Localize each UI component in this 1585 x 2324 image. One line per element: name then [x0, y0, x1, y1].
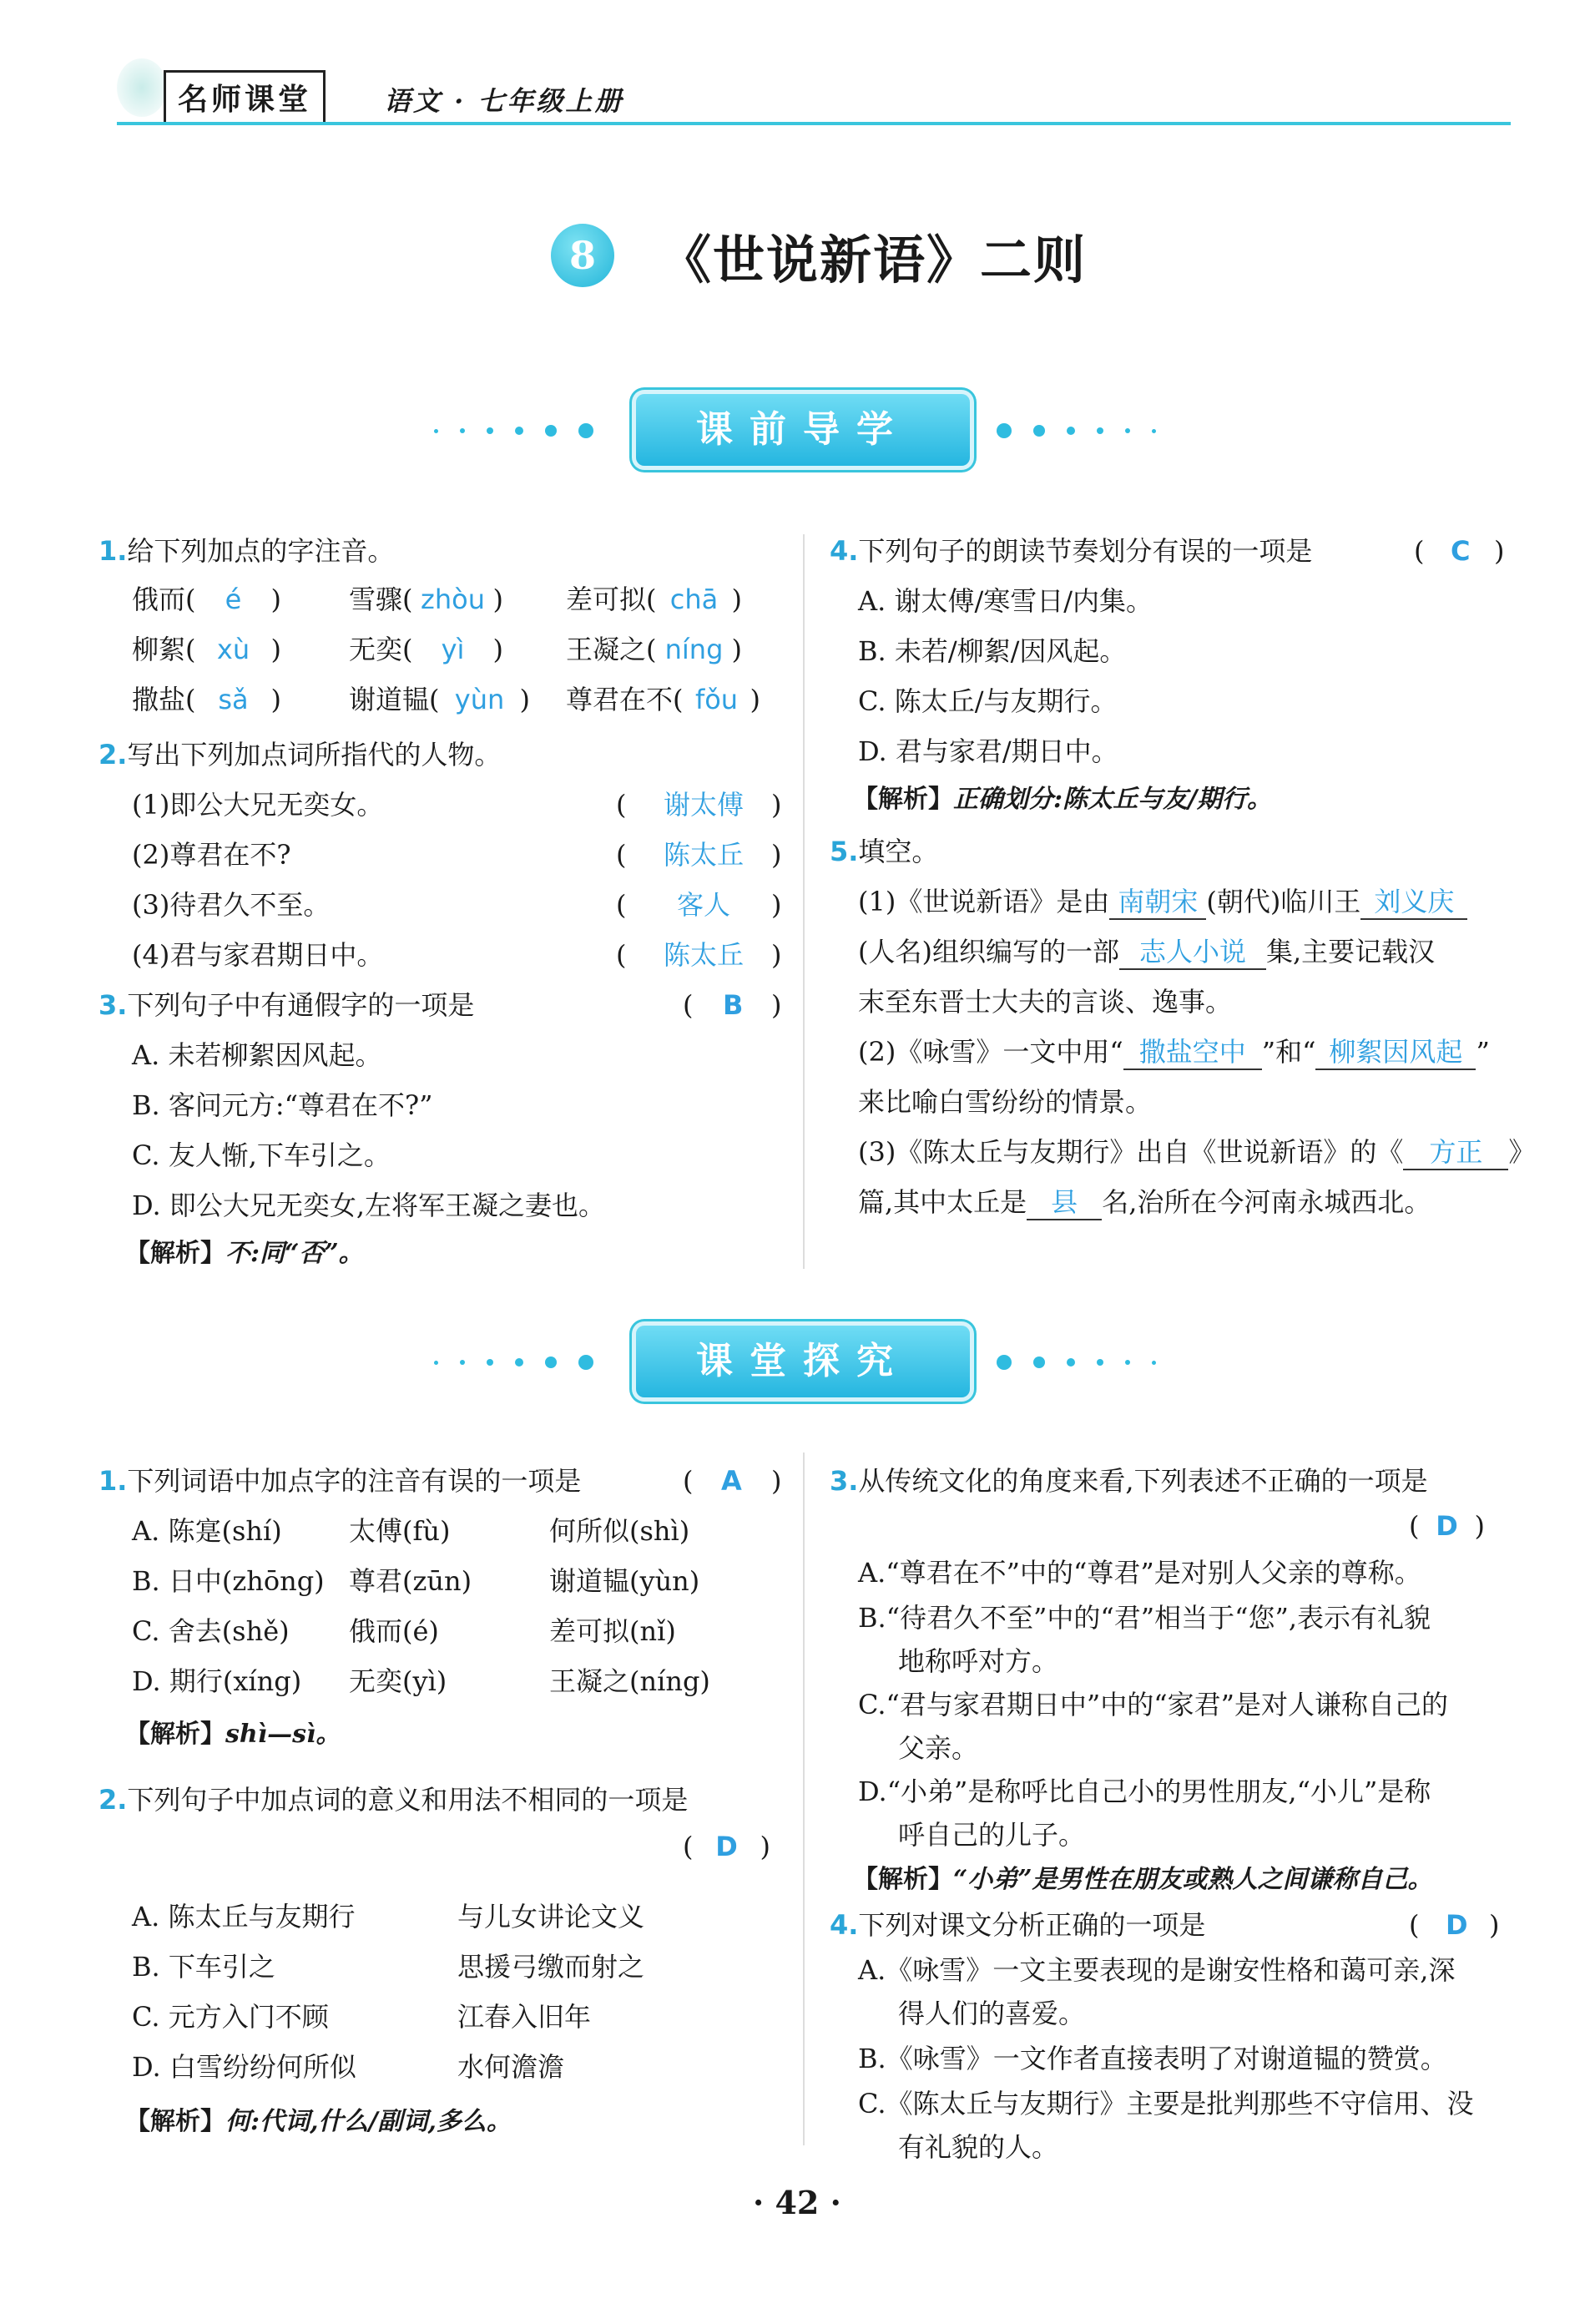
lesson-title: 《世说新语》二则	[659, 230, 1088, 290]
option: C.“君与家君期日中”中的“家君”是对人谦称自己的	[858, 1689, 1448, 1720]
series-brand: 名师课堂	[164, 70, 326, 124]
pinyin-item: 尊君在不( fǒu )	[566, 684, 760, 715]
fill-line: (人名)组织编写的一部 志人小说 集,主要记载汉	[858, 935, 1435, 970]
option: B. 未若/柳絮/因风起。	[858, 635, 1127, 667]
fill-line: 篇,其中太丘是 县 名,治所在今河南永城西北。	[858, 1185, 1431, 1220]
answer-bracket: ( D )	[1409, 1510, 1485, 1542]
option-item: 江春入旧年	[457, 2001, 592, 2033]
explanation: 【解析】shì—sì。	[125, 1720, 341, 1749]
fill-line: (3)《陈太丘与友期行》出自《世说新语》的《 方正 》	[858, 1135, 1535, 1170]
option: C. 陈太丘/与友期行。	[858, 685, 1118, 717]
pinyin-item: 雪骤( zhòu )	[349, 584, 503, 615]
option-item: 水何澹澹	[457, 2051, 565, 2083]
banner-dots-right	[997, 1354, 1156, 1371]
section-banner-pre: 课前导学	[636, 394, 970, 466]
question-stem: 3.从传统文化的角度来看,下列表述不正确的一项是	[830, 1465, 1428, 1497]
option: D. 白雪纷纷何所似	[132, 2051, 356, 2083]
option: D. 即公大兄无奕女,左将军王凝之妻也。	[132, 1190, 606, 1221]
book-subtitle: 语文 · 七年级上册	[384, 85, 624, 117]
option-item: 与儿女讲论文义	[457, 1901, 645, 1932]
column-divider	[803, 1452, 805, 2145]
question-stem: 5.填空。	[830, 836, 939, 867]
header-rule	[117, 122, 1511, 125]
question-stem: 2.下列句子中加点词的意义和用法不相同的一项是	[98, 1784, 689, 1816]
fill-line: 末至东晋士大夫的言谈、逸事。	[858, 986, 1233, 1018]
option-item: 谢道韫(yùn)	[549, 1565, 700, 1597]
question-stem: 3.下列句子中有通假字的一项是 ( B )	[98, 989, 782, 1021]
answer-line: (2)尊君在不? ( 陈太丘 )	[132, 839, 782, 871]
option: C. 友人惭,下车引之。	[132, 1139, 391, 1171]
pinyin-row: 俄而( é )	[132, 584, 281, 615]
option-item: 无奕(yì)	[349, 1665, 447, 1697]
answer-bracket: ( D )	[683, 1831, 770, 1862]
option-cont: 得人们的喜爱。	[898, 1998, 1086, 2029]
question-stem: 4.下列句子的朗读节奏划分有误的一项是 ( C )	[830, 535, 1505, 567]
option-cont: 呼自己的儿子。	[898, 1819, 1086, 1851]
explanation: 【解析】何:代词,什么/副词,多么。	[125, 2107, 512, 2136]
option-cont: 有礼貌的人。	[898, 2131, 1059, 2163]
option-item: 王凝之(níng)	[549, 1665, 710, 1697]
pinyin-item: 谢道韫( yùn )	[349, 684, 530, 715]
pinyin-item: 柳絮( xù )	[132, 634, 281, 665]
option: A. 未若柳絮因风起。	[132, 1039, 382, 1071]
option: A. 陈寔(shí)	[132, 1515, 282, 1547]
option: B.“待君久不至”中的“君”相当于“您”,表示有礼貌	[858, 1602, 1431, 1634]
lesson-number-badge: 8	[551, 224, 614, 287]
banner-dots-left	[434, 1354, 593, 1371]
answer-line: (1)即公大兄无奕女。 ( 谢太傅 )	[132, 789, 782, 821]
option: C. 舍去(shě)	[132, 1615, 290, 1647]
header-decoration	[117, 58, 167, 117]
option: B. 下车引之	[132, 1951, 275, 1983]
option-item: 差可拟(nǐ)	[549, 1615, 676, 1647]
pinyin-item: 撒盐( sǎ )	[132, 684, 281, 715]
option: C.《陈太丘与友期行》主要是批判那些不守信用、没	[858, 2088, 1474, 2119]
option: C. 元方入门不顾	[132, 2001, 329, 2033]
option-item: 尊君(zūn)	[349, 1565, 472, 1597]
option: B.《咏雪》一文作者直接表明了对谢道韫的赞赏。	[858, 2043, 1447, 2074]
option: B. 日中(zhōng)	[132, 1565, 325, 1597]
explanation: 【解析】“小弟”是男性在朋友或熟人之间谦称自己。	[853, 1865, 1433, 1894]
pinyin-item: 差可拟( chā )	[566, 584, 742, 615]
banner-dots-right	[997, 422, 1156, 439]
pinyin-item: 王凝之( níng )	[566, 634, 742, 665]
option-item: 太傅(fù)	[349, 1515, 451, 1547]
option: A. 谢太傅/寒雪日/内集。	[858, 585, 1153, 617]
option-item: 何所似(shì)	[549, 1515, 690, 1547]
banner-dots-left	[434, 422, 593, 439]
option: A. 陈太丘与友期行	[132, 1901, 356, 1932]
section-banner-class: 课堂探究	[636, 1326, 970, 1397]
question-stem: 4.下列对课文分析正确的一项是 ( D )	[830, 1909, 1500, 1941]
explanation: 【解析】不:同“否”。	[125, 1239, 364, 1268]
question-stem: 2.写出下列加点词所指代的人物。	[98, 739, 502, 770]
explanation: 【解析】正确划分:陈太丘与友/期行。	[853, 785, 1273, 814]
option: B. 客问元方:“尊君在不?”	[132, 1089, 433, 1121]
option: A.《咏雪》一文主要表现的是谢安性格和蔼可亲,深	[858, 1954, 1456, 1986]
option-cont: 地称呼对方。	[898, 1645, 1059, 1677]
answer-line: (3)待君久不至。 ( 客人 )	[132, 889, 782, 921]
fill-line: (2)《咏雪》一文中用“ 撒盐空中 ”和“ 柳絮因风起 ”	[858, 1035, 1490, 1070]
option-item: 俄而(é)	[349, 1615, 439, 1647]
fill-line: 来比喻白雪纷纷的情景。	[858, 1086, 1153, 1118]
option-cont: 父亲。	[898, 1732, 979, 1764]
question-stem: 1.下列词语中加点字的注音有误的一项是 ( A )	[98, 1465, 782, 1497]
option: A.“尊君在不”中的“尊君”是对别人父亲的尊称。	[858, 1557, 1421, 1589]
fill-line: (1)《世说新语》是由 南朝宋 (朝代)临川王 刘义庆	[858, 885, 1467, 920]
page-number: · 42 ·	[753, 2184, 841, 2221]
option: D.“小弟”是称呼比自己小的男性朋友,“小儿”是称	[858, 1776, 1431, 1807]
column-divider	[803, 534, 805, 1269]
option: D. 君与家君/期日中。	[858, 735, 1118, 767]
pinyin-item: 无奕( yì )	[349, 634, 503, 665]
option: D. 期行(xíng)	[132, 1665, 302, 1697]
answer-line: (4)君与家君期日中。 ( 陈太丘 )	[132, 939, 782, 971]
option-item: 思援弓缴而射之	[457, 1951, 645, 1983]
question-stem: 1.给下列加点的字注音。	[98, 535, 395, 567]
